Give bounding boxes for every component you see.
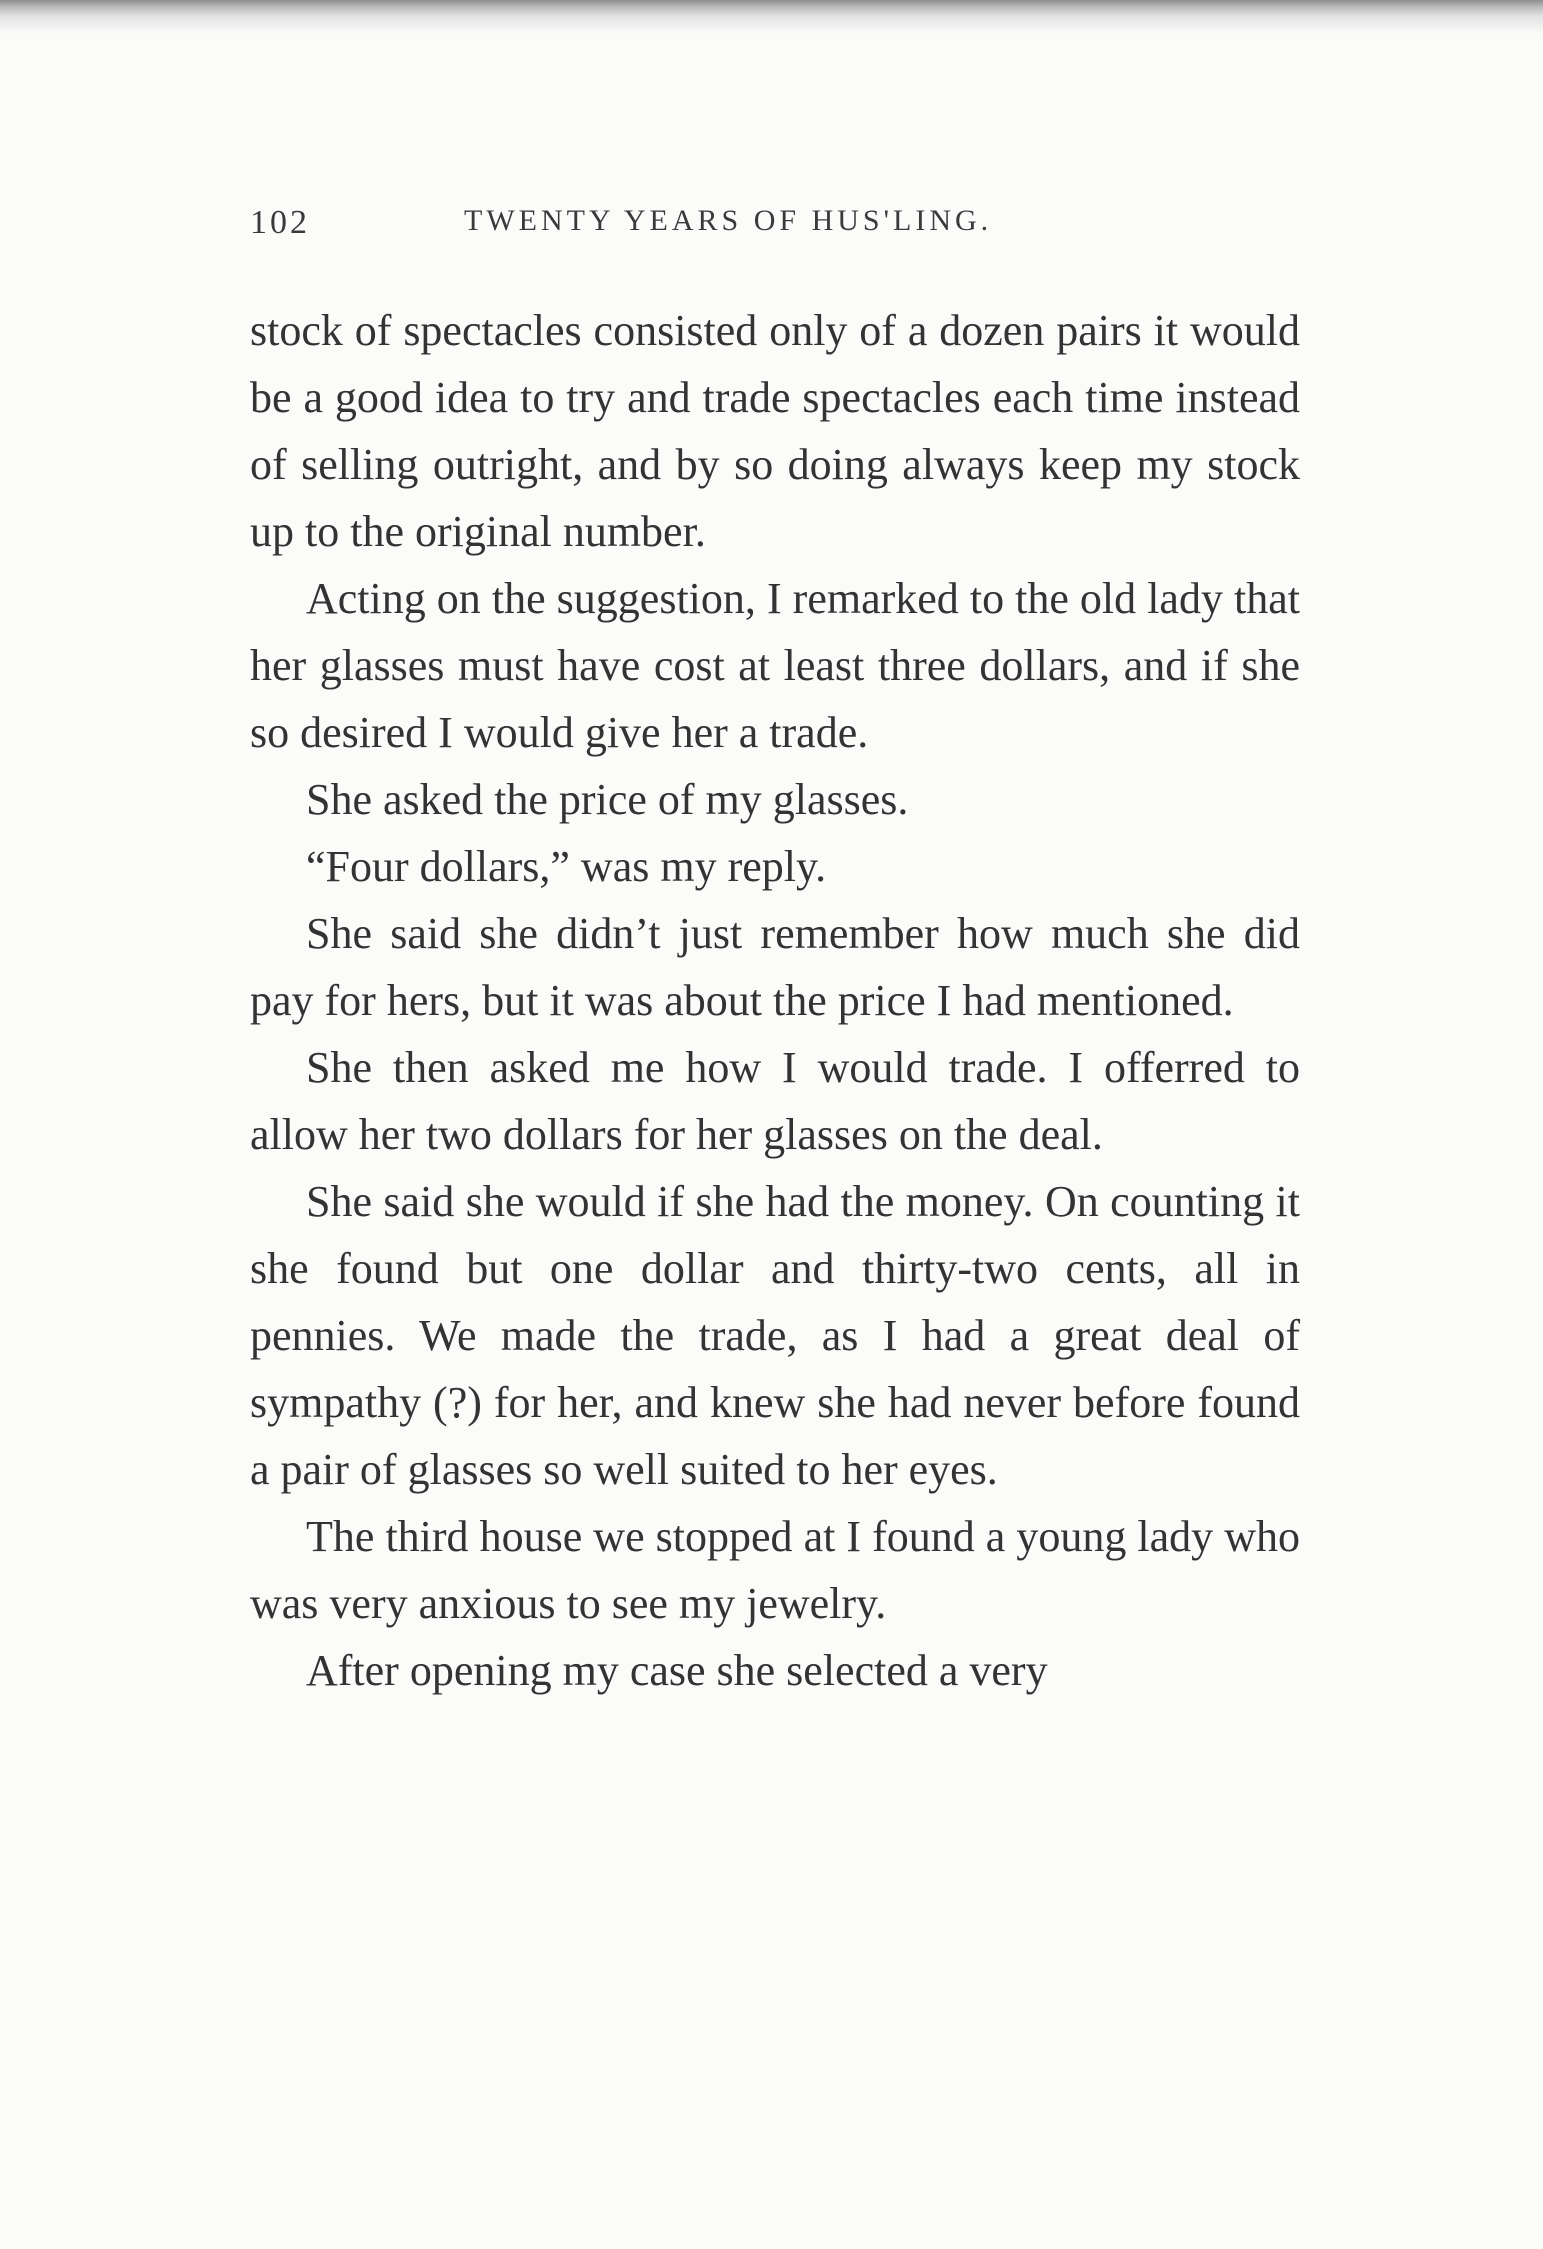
running-title: TWENTY YEARS OF HUS'LING. <box>464 204 993 237</box>
paragraph-5: She said she didn’t just remember how much she did pay for hers, but it was about the price I had mentioned. <box>250 909 1300 1025</box>
scan-top-edge <box>0 0 1543 34</box>
paragraph-7: She said she would if she had the money. On counting it she found but one dollar and thirty-two cents, all in pennies. We made the trade, as I had a great deal of sympathy (?) for her, and knew she had never before found a pair of glasses so well suited to her eyes. <box>250 1177 1300 1494</box>
body-text <box>250 297 1300 1704</box>
paragraph-9: After opening my case she selected a very <box>306 1646 1048 1695</box>
paragraph-6: She then asked me how I would trade. I offerred to allow her two dollars for her glasses on the deal. <box>250 1043 1300 1159</box>
paragraph-8: The third house we stopped at I found a young lady who was very anxious to see my jewelry. <box>250 1512 1300 1628</box>
paragraph-4: “Four dollars,” was my reply. <box>306 842 827 891</box>
page-number: 102 <box>250 204 310 241</box>
paragraph-3: She asked the price of my glasses. <box>306 775 909 824</box>
paragraph-2: Acting on the suggestion, I remarked to the old lady that her glasses must have cost at least three dollars, and if she so desired I would give her a trade. <box>250 574 1300 757</box>
running-head <box>250 204 1300 252</box>
paragraph-1: stock of spectacles consisted only of a dozen pairs it would be a good idea to try and trade spectacles each time instead of selling outright, and by so doing always keep my stock up to the original number. <box>250 306 1300 556</box>
